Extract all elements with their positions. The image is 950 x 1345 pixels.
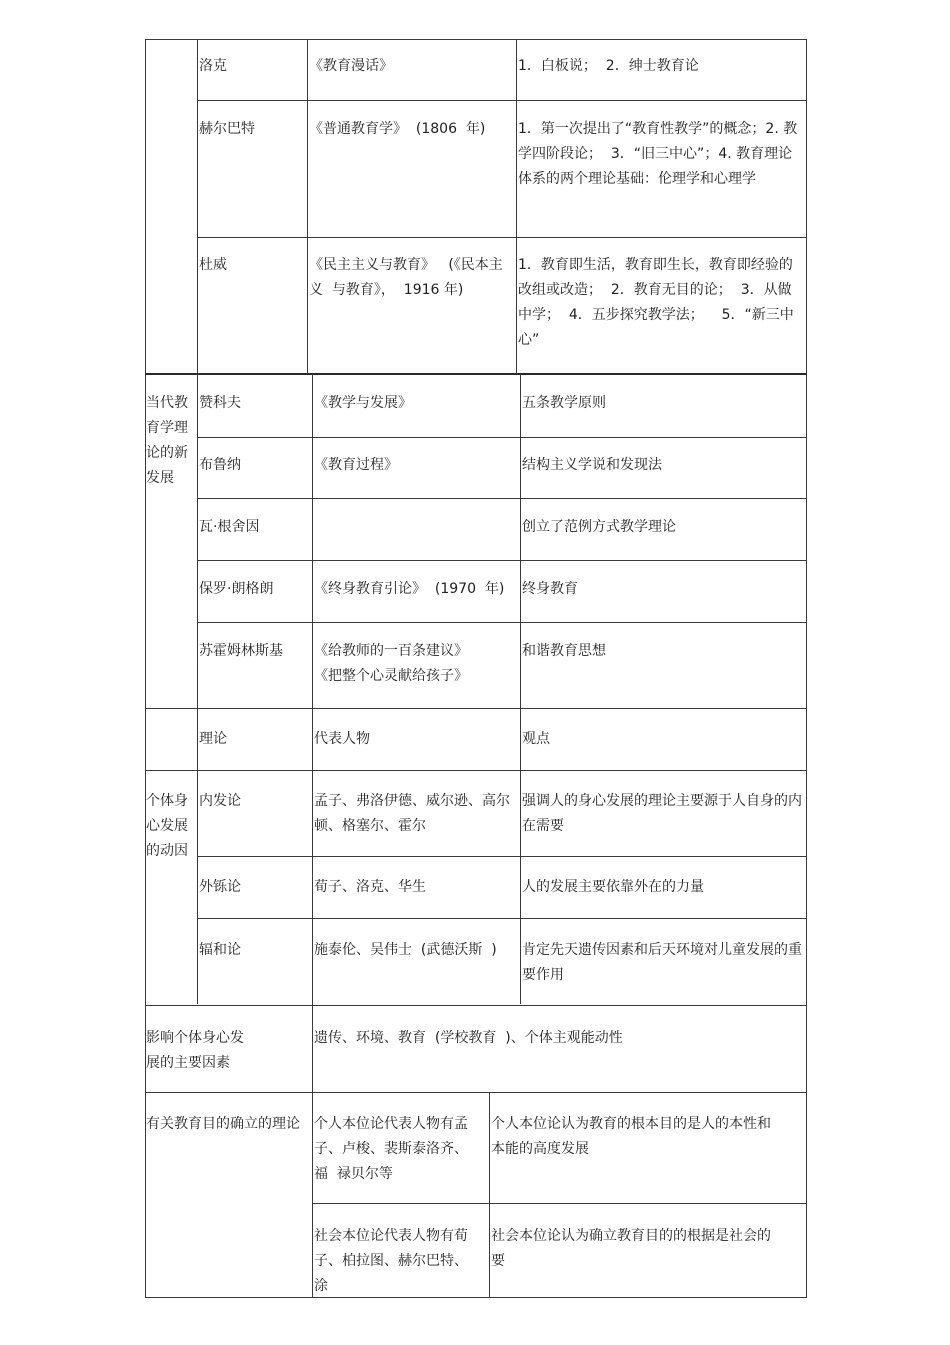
row-divider (312, 1203, 807, 1204)
person-cell: 洛克 (199, 58, 227, 74)
table-border-right (806, 39, 807, 1298)
row-divider (145, 770, 807, 771)
person-cell: 杜威 (199, 257, 227, 273)
view-cell: 个人本位论认为教育的根本目的是人的本性和本能的高度发展 (491, 1116, 771, 1157)
row-divider (145, 1092, 807, 1093)
row-divider (197, 856, 807, 857)
view-cell: 强调人的身心发展的理论主要源于人自身的内在需要 (522, 793, 802, 834)
row-divider (197, 918, 807, 919)
work-cell: 《给教师的一百条建议》 《把整个心灵献给孩子》 (314, 643, 468, 684)
people-cell: 荀子、洛克、华生 (314, 879, 426, 895)
row-divider (197, 100, 807, 101)
view-cell: 1．白板说； 2．绅士教育论 (518, 58, 699, 74)
view-cell: 1．教育即生活，教育即生长，教育即经验的改组或改造； 2．教育无目的论； 3．从做中学； 4．五步探究教学法； 5．“新三中心” (518, 257, 794, 348)
view-cell: 创立了范例方式教学理论 (522, 519, 676, 535)
work-cell: 《普通教育学》 (1806 年) (309, 121, 486, 137)
person-cell: 苏霍姆林斯基 (199, 643, 283, 659)
work-cell: 《教学与发展》 (314, 395, 412, 411)
theory-cell: 辐和论 (199, 942, 241, 958)
view-cell: 和谐教育思想 (522, 643, 606, 659)
col-divider (312, 1092, 313, 1298)
row-divider (197, 560, 807, 561)
people-cell: 个人本位论代表人物有孟子、卢梭、裴斯泰洛齐、福 禄贝尔等 (314, 1116, 468, 1182)
row-divider (197, 498, 807, 499)
col-divider (520, 374, 521, 1004)
people-cell: 孟子、弗洛伊德、威尔逊、高尔 顿、格塞尔、霍尔 (314, 793, 519, 834)
view-cell: 五条教学原则 (522, 395, 606, 411)
header-representative: 代表人物 (314, 731, 370, 747)
view-cell: 肯定先天遗传因素和后天环境对儿童发展的重要作用 (522, 942, 802, 983)
view-cell: 社会本位论认为确立教育目的的根据是社会的要 (491, 1228, 771, 1269)
work-cell: 《教育过程》 (314, 457, 398, 473)
row-divider (145, 1005, 807, 1006)
person-cell: 保罗·朗格朗 (199, 581, 274, 597)
view-cell: 人的发展主要依靠外在的力量 (522, 879, 704, 895)
section-divider (145, 373, 807, 375)
col-divider (312, 374, 313, 1094)
people-cell: 施泰伦、吴伟士 (武德沃斯 ) (314, 942, 497, 958)
col-divider (307, 39, 308, 374)
person-cell: 布鲁纳 (199, 457, 241, 473)
col-divider (516, 39, 517, 374)
view-cell: 1．第一次提出了“教育性教学”的概念；2. 教学四阶段论； 3．“旧三中心”；4. 教育理论体系的两个理论基础：伦理学和心理学 (518, 121, 798, 187)
row-divider (197, 437, 807, 438)
row-divider (145, 708, 807, 709)
factors-content: 遗传、环境、教育 (学校教育 )、个体主观能动性 (314, 1030, 623, 1046)
work-cell: 《终身教育引论》 (1970 年) (314, 581, 505, 597)
people-cell: 社会本位论代表人物有荀子、柏拉图、赫尔巴特、涂 (314, 1228, 468, 1294)
person-cell: 瓦·根舍因 (199, 519, 260, 535)
work-cell: 《民主主义与教育》 (《民本主义 与教育》， 1916 年) (309, 257, 503, 298)
row-divider (197, 237, 807, 238)
category-label: 个体身心发展的动因 (146, 793, 188, 859)
factors-label: 影响个体身心发展的主要因素 (146, 1030, 244, 1071)
work-cell: 《教育漫话》 (309, 58, 393, 74)
table-border-left (145, 39, 146, 1298)
table-border-top (145, 39, 807, 40)
header-theory: 理论 (199, 731, 227, 747)
header-viewpoint: 观点 (522, 731, 550, 747)
person-cell: 赞科夫 (199, 395, 241, 411)
theory-cell: 内发论 (199, 793, 241, 809)
aims-label: 有关教育目的确立的理论 (146, 1116, 300, 1132)
col-divider (197, 39, 198, 374)
row-divider (197, 622, 807, 623)
category-label: 当代教育学理论的新发展 (146, 395, 188, 486)
view-cell: 终身教育 (522, 581, 578, 597)
person-cell: 赫尔巴特 (199, 121, 255, 137)
theory-cell: 外铄论 (199, 879, 241, 895)
col-divider (197, 374, 198, 1004)
col-divider (489, 1092, 490, 1298)
table-border-bottom (145, 1297, 807, 1298)
view-cell: 结构主义学说和发现法 (522, 457, 662, 473)
